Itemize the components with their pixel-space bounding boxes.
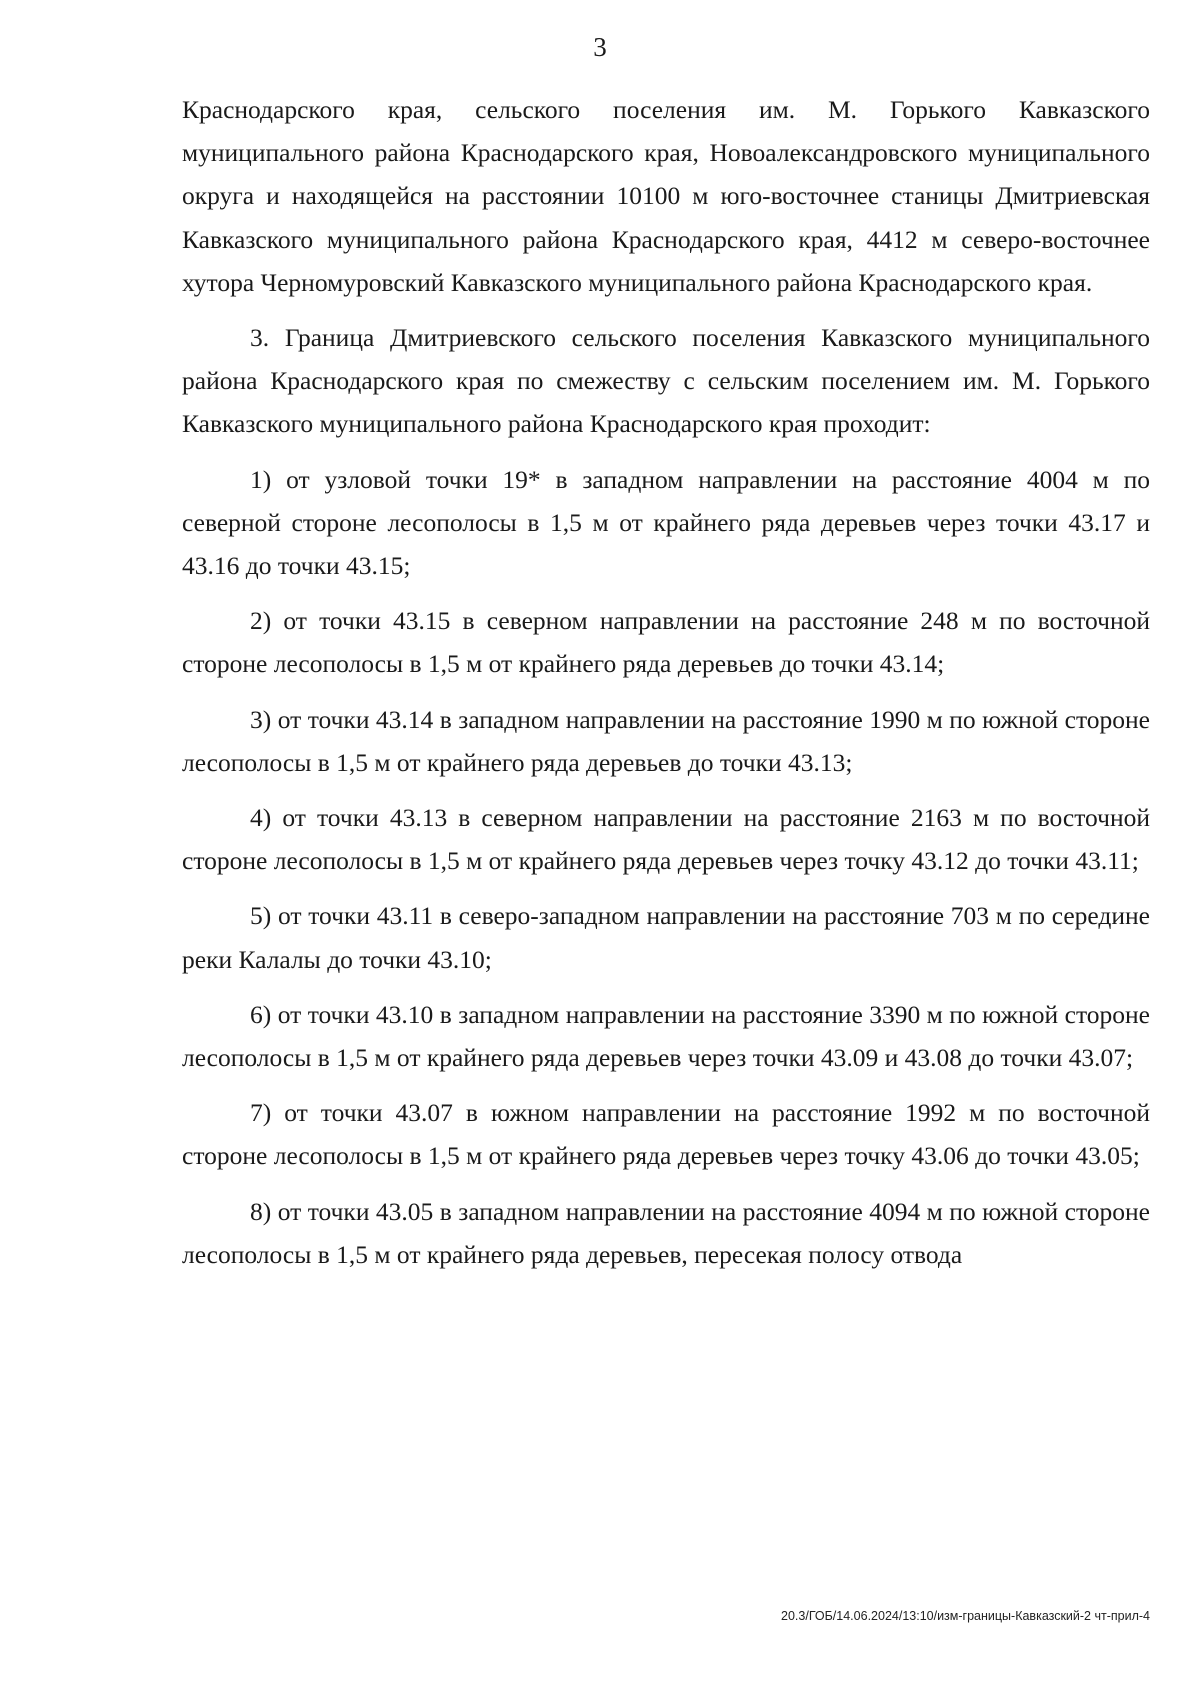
paragraph-item-2: 2) от точки 43.15 в северном направлении на расстояние 248 м по восточной стороне лесополосы в 1,5 м от крайнего ряда деревьев до точки 43.14; (182, 606, 1150, 679)
paragraph-continuation: Краснодарского края, сельского поселения им. М. Горького Кавказского муниципального района Краснодарского края, Новоалександровского муниципального округа и находящейся на расстоянии 10100 м юго-восточнее станицы Дмитриевская Кавказского муниципального района Краснодарского края, 4412 м северо-восточнее хутора Черномуровский Кавказского муниципального района Краснодарского края. (182, 95, 1150, 297)
paragraph-item-3: 3) от точки 43.14 в западном направлении на расстояние 1990 м по южной стороне лесополосы в 1,5 м от крайнего ряда деревьев до точки 43.13; (182, 704, 1150, 777)
paragraph-item-1: 1) от узловой точки 19* в западном направлении на расстояние 4004 м по северной стороне лесополосы в 1,5 м от крайнего ряда деревьев через точки 43.17 и 43.16 до точки 43.15; (182, 464, 1150, 581)
paragraph-item-4: 4) от точки 43.13 в северном направлении на расстояние 2163 м по восточной стороне лесополосы в 1,5 м от крайнего ряда деревьев через точку 43.12 до точки 43.11; (182, 803, 1150, 876)
paragraph-item-5: 5) от точки 43.11 в северо-западном направлении на расстояние 703 м по середине реки Калалы до точки 43.10; (182, 901, 1150, 974)
paragraph-item-7: 7) от точки 43.07 в южном направлении на расстояние 1992 м по восточной стороне лесополосы в 1,5 м от крайнего ряда деревьев через точку 43.06 до точки 43.05; (182, 1098, 1150, 1171)
document-footer-code: 20.3/ГОБ/14.06.2024/13:10/изм-границы-Кавказский-2 чт-прил-4 (781, 1609, 1150, 1623)
page-number: 3 (593, 32, 607, 62)
paragraph-item-8: 8) от точки 43.05 в западном направлении на расстояние 4094 м по южной стороне лесополосы в 1,5 м от крайнего ряда деревьев, пересекая полосу отвода (182, 1196, 1150, 1269)
paragraph-section-3: 3. Граница Дмитриевского сельского поселения Кавказского муниципального района Краснодарского края по смежеству с сельским поселением им. М. Горького Кавказского муниципального района Краснодарского края проходит: (182, 323, 1150, 439)
paragraph-item-6: 6) от точки 43.10 в западном направлении на расстояние 3390 м по южной стороне лесополосы в 1,5 м от крайнего ряда деревьев через точки 43.09 и 43.08 до точки 43.07; (182, 999, 1150, 1073)
document-body (182, 88, 1150, 1276)
